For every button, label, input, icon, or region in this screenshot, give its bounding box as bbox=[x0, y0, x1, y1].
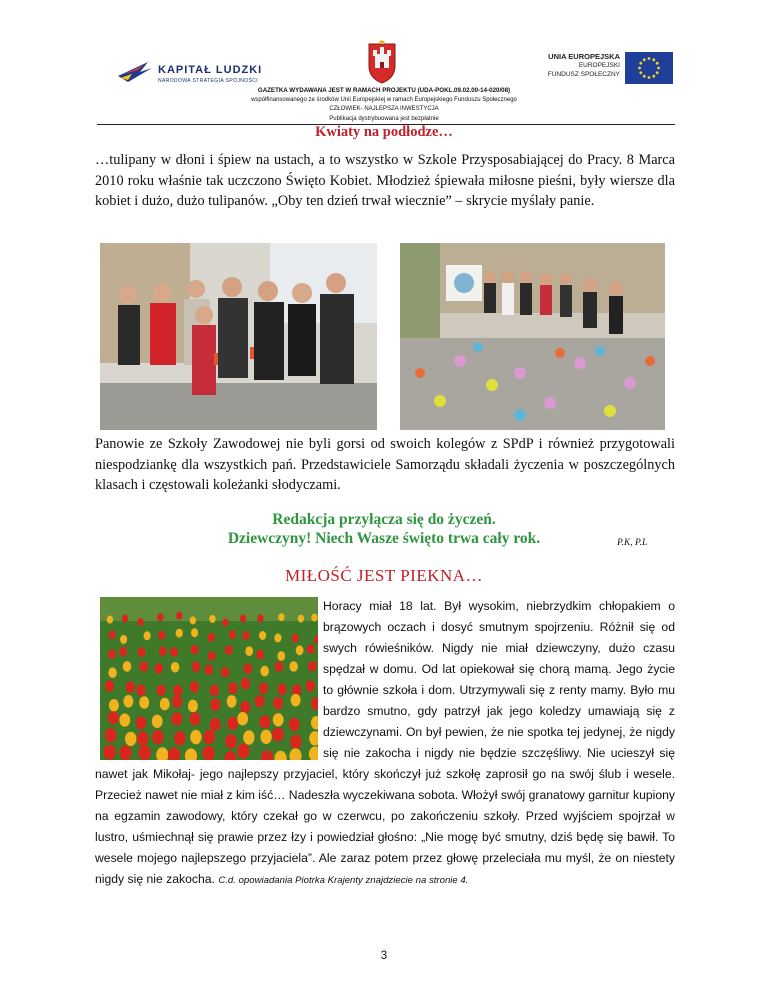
header-line-3: CZŁOWIEK- NAJLEPSZA INWESTYCJA bbox=[329, 106, 439, 112]
header-line-1: GAZETKA WYDAWANA JEST W RAMACH PROJEKTU (UDA-POKL.09.02.00-14-020/08) bbox=[257, 87, 511, 94]
article2-title: MIŁOŚĆ JEST PIEKNA… bbox=[284, 566, 484, 585]
kapital-ludzki-subtitle: NARODOWA STRATEGIA SPÓJNOŚCI bbox=[158, 78, 259, 84]
photo-tulips-on-floor bbox=[400, 243, 665, 430]
editorial-wishes-callout bbox=[0, 510, 768, 548]
kapital-ludzki-name: KAPITAŁ LUDZKI bbox=[158, 64, 263, 76]
callout-line-2: Dziewczyny! Niech Wasze święto trwa cały rok. bbox=[227, 530, 541, 547]
article1-paragraph2: Panowie ze Szkoły Zawodowej nie byli gorsi od swoich kolegów z SPdP i również przygotowali niespodziankę dla wszystkich pań. Przedstawiciele Samorządu składali życzenia w poszczególnych klasach i częstowali koleżanki słodyczami. bbox=[95, 436, 675, 493]
eu-label-line3: FUNDUSZ SPOŁECZNY bbox=[547, 71, 620, 78]
page-number: 3 bbox=[380, 950, 388, 962]
kapital-ludzki-arrow-icon bbox=[118, 58, 152, 84]
city-crest-icon bbox=[367, 40, 397, 84]
tulip-photo-wrap-space bbox=[95, 596, 323, 762]
header-line-2: współfinansowanego ze środków Unii Europejskiej w ramach Europejskiego Funduszu Społecznego bbox=[251, 96, 517, 103]
article2-story bbox=[95, 596, 675, 891]
story-body: Horacy miał 18 lat. Był wysokim, niebrzydkim chłopakiem o brązowych oczach i dosyć smutnym spojrzeniu. Różnił się od swych rówieśników. Nigdy nie miał dziewczyny, dużo czasu spędzał w domu. Od lat opiekował się chorą mamą. Jego życie to głównie szkoła i dom. Utrzymywali się z renty mamy. Było mu bardzo smutno, gdy patrzył jak jego koledzy umawiają się z dziewczynami. On był pewien, że nie spotka tej jedynej, że nigdy się nie zakocha i nigdy nie będzie szczęśliwy. Nie ucieszył się nawet jak Mikołaj- jego najlepszy przyjaciel, który skończył już szkołę zaprosił go na swój ślub i wesele. Przecież nawet nie miał z kim iść… Nadeszła wyczekiwana sobota. Włożył swój granatowy garnitur kupiony na egzamin zawodowy, który czekał go w czerwcu, po zakończeniu szkoły. Przed wyjściem spojrzał w lustro, uśmiechnął się prawie przez łzy i powiedział głośno: „Nie mogę być smutny, dziś będę się bawił. To wesele mojego najlepszego przyjaciela”. Ale zaraz potem przez głowę przeleciała mu myśl, że on niestety nigdy się nie zakocha. bbox=[95, 599, 675, 886]
header-project-info bbox=[0, 86, 768, 124]
eu-label-line1: UNIA EUROPEJSKA bbox=[548, 52, 620, 61]
article1-paragraph1: …tulipany w dłoni i śpiew na ustach, a to wszystko w Szkole Przysposabiającej do Pracy. 8 Marca 2010 roku właśnie tak uczczono Święto Kobiet. Młodzież śpiewała miłosne pieśni, były wiersze dla kobiet i dużo, dużo tulipanów. „Oby ten dzień trwał wiecznie” – skrycie myślały panie. bbox=[95, 152, 675, 209]
eu-label-line2: EUROPEJSKI bbox=[578, 62, 620, 69]
eu-flag-icon bbox=[625, 52, 673, 84]
story-continuation-note: C.d. opowiadania Piotrka Krajenty znajdziecie na stronie 4. bbox=[218, 875, 469, 886]
header-line-4: Publikacja dystrybuowana jest bezpłatnie bbox=[329, 115, 439, 122]
eu-fund-label bbox=[548, 52, 620, 79]
callout-line-1: Redakcja przyłącza się do życzeń. bbox=[272, 511, 496, 528]
article1-signature: P.K, P.L bbox=[617, 538, 648, 548]
photo-womens-day-group bbox=[100, 243, 377, 430]
article1-title: Kwiaty na podłodze… bbox=[315, 124, 453, 140]
